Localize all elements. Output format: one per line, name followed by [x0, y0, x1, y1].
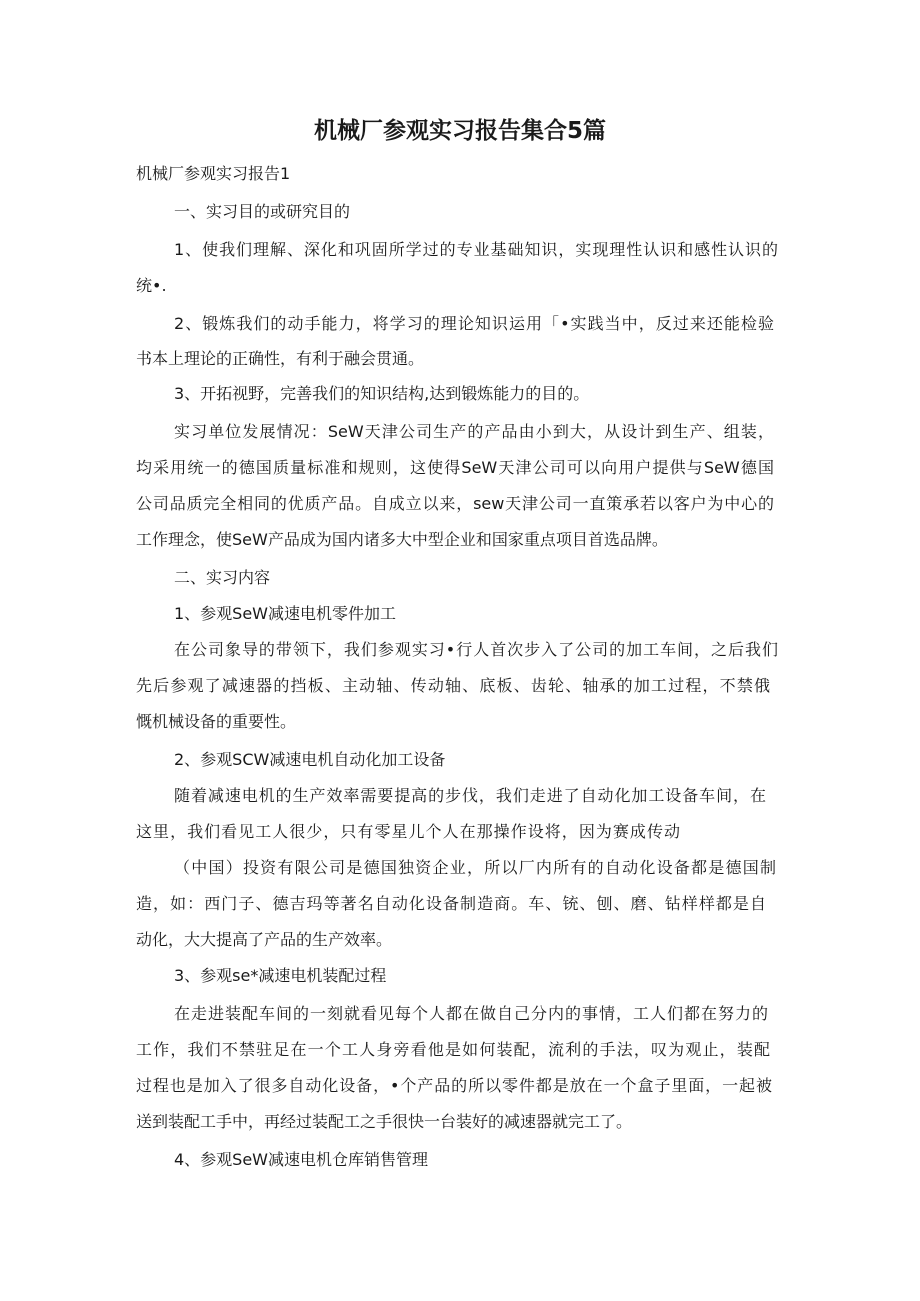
- paragraph-line: 动化，大大提高了产品的生产效率。: [136, 930, 393, 949]
- subsection-heading: 3、参观se*减速电机装配过程: [174, 966, 387, 985]
- subsection-heading: 1、参观SeW减速电机零件加工: [174, 604, 397, 623]
- paragraph-line: 公司品质完全相同的优质产品。自成立以来，sew天津公司一直策承若以客户为中心的: [136, 494, 774, 513]
- subsection-heading: 2、参观SCW减速电机自动化加工设备: [174, 750, 446, 769]
- paragraph-line: 在公司象导的带领下，我们参观实习•行人首次步入了公司的加工车间，之后我们: [174, 640, 778, 659]
- paragraph-line: 实习单位发展情况：SeW天津公司生产的产品由小到大，从设计到生产、组装，: [174, 422, 774, 441]
- paragraph-line: 送到装配工手中，再经过装配工之手很快一台装好的减速器就完工了。: [136, 1112, 633, 1131]
- paragraph-line: 随着减速电机的生产效率需要提高的步伐，我们走进了自动化加工设备车间，在: [174, 786, 766, 805]
- paragraph-line: 均采用统一的德国质量标准和规则，这使得SeW天津公司可以向用户提供与SeW德国: [136, 458, 774, 477]
- paragraph-line: 慨机械设备的重要性。: [136, 712, 297, 731]
- paragraph-line: 过程也是加入了很多自动化设备，•个产品的所以零件都是放在一个盒子里面，一起被: [136, 1076, 772, 1095]
- report-subtitle: 机械厂参观实习报告1: [136, 164, 291, 183]
- paragraph-line: 统•.: [136, 276, 167, 295]
- section-heading: 二、实习内容: [174, 568, 271, 587]
- paragraph-line: 3、开拓视野，完善我们的知识结构,达到锻炼能力的目的。: [174, 384, 590, 403]
- paragraph-line: 造，如：西门子、德吉玛等著名自动化设备制造商。车、铳、刨、磨、钻样样都是自: [136, 894, 766, 913]
- paragraph-line: 工作理念，使SeW产品成为国内诸多大中型企业和国家重点项目首选品牌。: [136, 530, 668, 549]
- document-title: 机械厂参观实习报告集合5篇: [313, 118, 606, 144]
- subsection-heading: 4、参观SeW减速电机仓库销售管理: [174, 1150, 429, 1169]
- section-heading: 一、实习目的或研究目的: [174, 202, 351, 221]
- paragraph-line: 先后参观了减速器的挡板、主动轴、传动轴、底板、齿轮、轴承的加工过程，不禁俄: [136, 676, 770, 695]
- paragraph-line: 这里，我们看见工人很少，只有零星儿个人在那操作设将，因为赛成传动: [136, 822, 680, 841]
- paragraph-line: 1、使我们理解、深化和巩固所学过的专业基础知识，实现理性认识和感性认识的: [174, 240, 778, 259]
- paragraph-line: 工作，我们不禁驻足在一个工人身旁看他是如何装配，流利的手法，叹为观止，装配: [136, 1040, 770, 1059]
- paragraph-line: 2、锻炼我们的动手能力，将学习的理论知识运用「•实践当中，反过来还能检验: [174, 314, 774, 333]
- paragraph-line: 书本上理论的正确性，有利于融会贯通。: [136, 349, 425, 368]
- paragraph-line: 在走进装配车间的一刻就看见每个人都在做自己分内的事情，工人们都在努力的: [174, 1004, 768, 1023]
- paragraph-line: （中国）投资有限公司是德国独资企业，所以厂内所有的自动化设备都是德国制: [174, 858, 776, 877]
